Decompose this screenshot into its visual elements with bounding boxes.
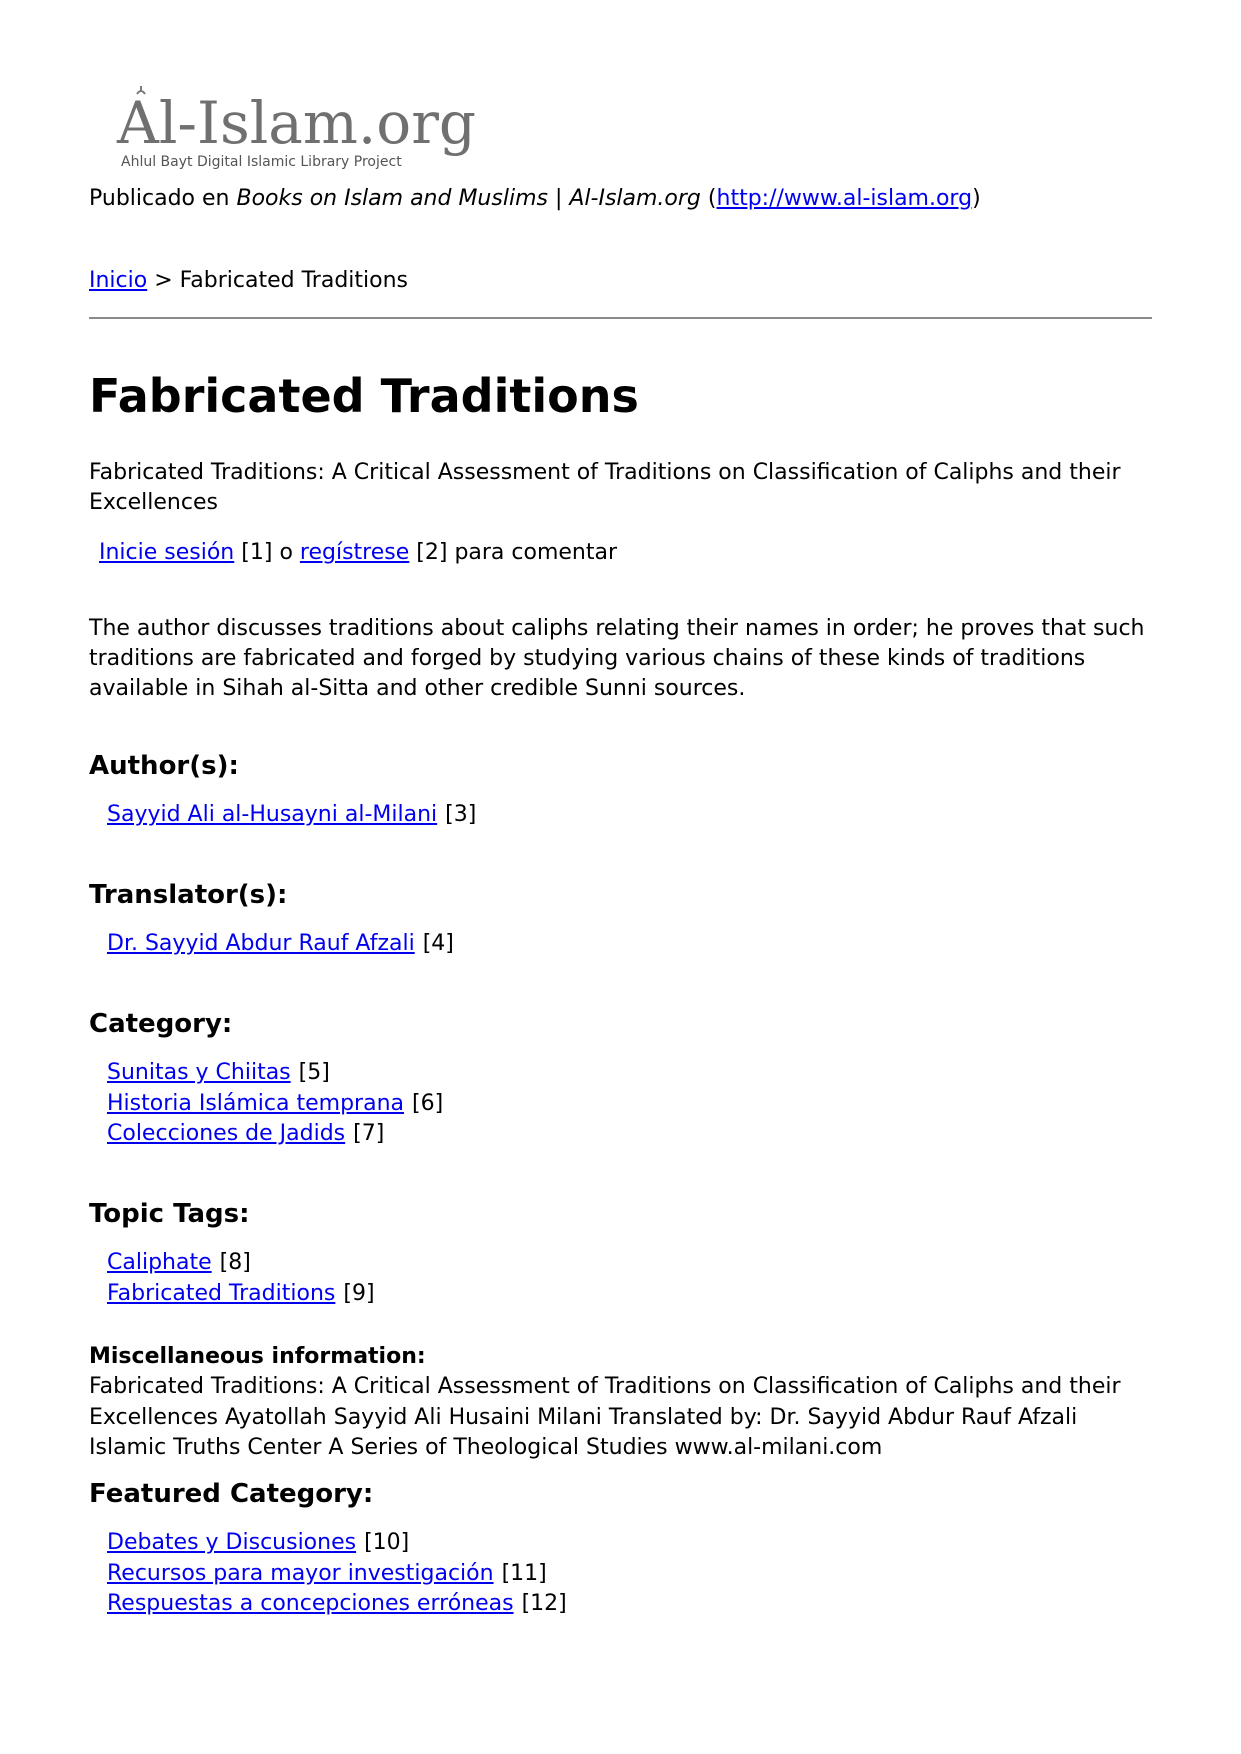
misc-heading: Miscellaneous information: — [89, 1344, 426, 1369]
login-ref: [1] — [241, 540, 273, 565]
published-site-name: Books on Islam and Muslims | Al-Islam.org — [236, 186, 701, 211]
category-ref: [7] — [353, 1121, 385, 1146]
page-title: Fabricated Traditions — [89, 369, 639, 423]
translator-ref: [4] — [422, 931, 454, 956]
authors-list — [107, 800, 476, 831]
tag-link-caliphate[interactable]: Caliphate — [107, 1250, 212, 1275]
list-item — [107, 1279, 375, 1310]
logo-wordmark: Al-Islam.org — [117, 89, 477, 157]
featured-link-debates[interactable]: Debates y Discusiones — [107, 1530, 357, 1555]
list-item — [107, 1119, 443, 1150]
featured-category-heading: Featured Category: — [89, 1479, 374, 1509]
paren-close: ) — [972, 186, 981, 211]
login-suffix: para comentar — [454, 540, 618, 565]
paren-open: ( — [707, 186, 717, 211]
book-subtitle: Fabricated Traditions: A Critical Assessment of Traditions on Classification of Caliphs and their Excellences — [89, 460, 1121, 515]
author-link[interactable]: Sayyid Ali al-Husayni al-Milani — [107, 802, 438, 827]
featured-link-recursos[interactable]: Recursos para mayor investigación — [107, 1560, 494, 1586]
category-ref: [6] — [412, 1090, 444, 1116]
category-link-colecciones-de-jadids[interactable]: Colecciones de Jadids — [107, 1121, 346, 1146]
logo-tagline: Ahlul Bayt Digital Islamic Library Project — [121, 154, 402, 170]
book-description: The author discusses traditions about caliphs relating their names in order; he proves that such traditions are fabricated and forged by studying various chains of these kinds of traditions available in Sihah al-Sitta and other credible Sunni sources. — [89, 616, 1145, 701]
misc-text: Fabricated Traditions: A Critical Assessment of Traditions on Classification of Caliphs and their Excellences Ayatollah Sayyid Ali Husaini Milani Translated by: Dr. Sayyid Abdur Rauf Afzali Islamic Truths Center A Series of Theological Studies www.al-milani.com — [89, 1374, 1121, 1460]
featured-category-list — [107, 1528, 567, 1620]
site-logo[interactable] — [117, 89, 477, 182]
list-item — [107, 1089, 443, 1120]
featured-ref: [12] — [521, 1591, 567, 1616]
register-link[interactable]: regístrese — [299, 540, 410, 565]
breadcrumb — [89, 266, 408, 296]
featured-ref: [11] — [501, 1560, 547, 1586]
site-url-link[interactable]: http://www.al-islam.org — [716, 186, 973, 211]
list-item — [107, 1058, 443, 1089]
topic-tags-list — [107, 1248, 375, 1309]
login-or: o — [279, 540, 293, 565]
published-line — [89, 184, 981, 214]
featured-link-respuestas[interactable]: Respuestas a concepciones erróneas — [107, 1591, 514, 1616]
breadcrumb-home-link[interactable]: Inicio — [89, 268, 148, 293]
tag-ref: [8] — [219, 1250, 251, 1275]
login-link[interactable]: Inicie sesión — [99, 540, 235, 565]
tag-link-fabricated-traditions[interactable]: Fabricated Traditions — [107, 1280, 336, 1306]
published-prefix: Publicado en — [89, 186, 230, 211]
list-item — [107, 1559, 567, 1590]
list-item — [107, 1248, 375, 1279]
category-link-historia-islamica[interactable]: Historia Islámica temprana — [107, 1090, 404, 1116]
category-list — [107, 1058, 443, 1150]
list-item — [107, 929, 454, 960]
tag-ref: [9] — [343, 1280, 375, 1306]
list-item — [107, 800, 476, 831]
authors-heading: Author(s): — [89, 751, 239, 781]
breadcrumb-current: Fabricated Traditions — [179, 268, 409, 293]
translators-list — [107, 929, 454, 960]
login-prompt — [99, 538, 617, 568]
translator-link[interactable]: Dr. Sayyid Abdur Rauf Afzali — [107, 931, 415, 956]
header-divider — [89, 317, 1152, 319]
list-item — [107, 1589, 567, 1620]
topic-tags-heading: Topic Tags: — [89, 1199, 250, 1229]
translators-heading: Translator(s): — [89, 880, 288, 910]
register-ref: [2] — [416, 540, 448, 565]
breadcrumb-separator: > — [154, 268, 173, 293]
list-item — [107, 1528, 567, 1559]
author-ref: [3] — [445, 802, 477, 827]
category-heading: Category: — [89, 1009, 233, 1039]
category-link-sunitas-y-chiitas[interactable]: Sunitas y Chiitas — [107, 1060, 291, 1085]
featured-ref: [10] — [364, 1530, 410, 1555]
category-ref: [5] — [298, 1060, 330, 1085]
